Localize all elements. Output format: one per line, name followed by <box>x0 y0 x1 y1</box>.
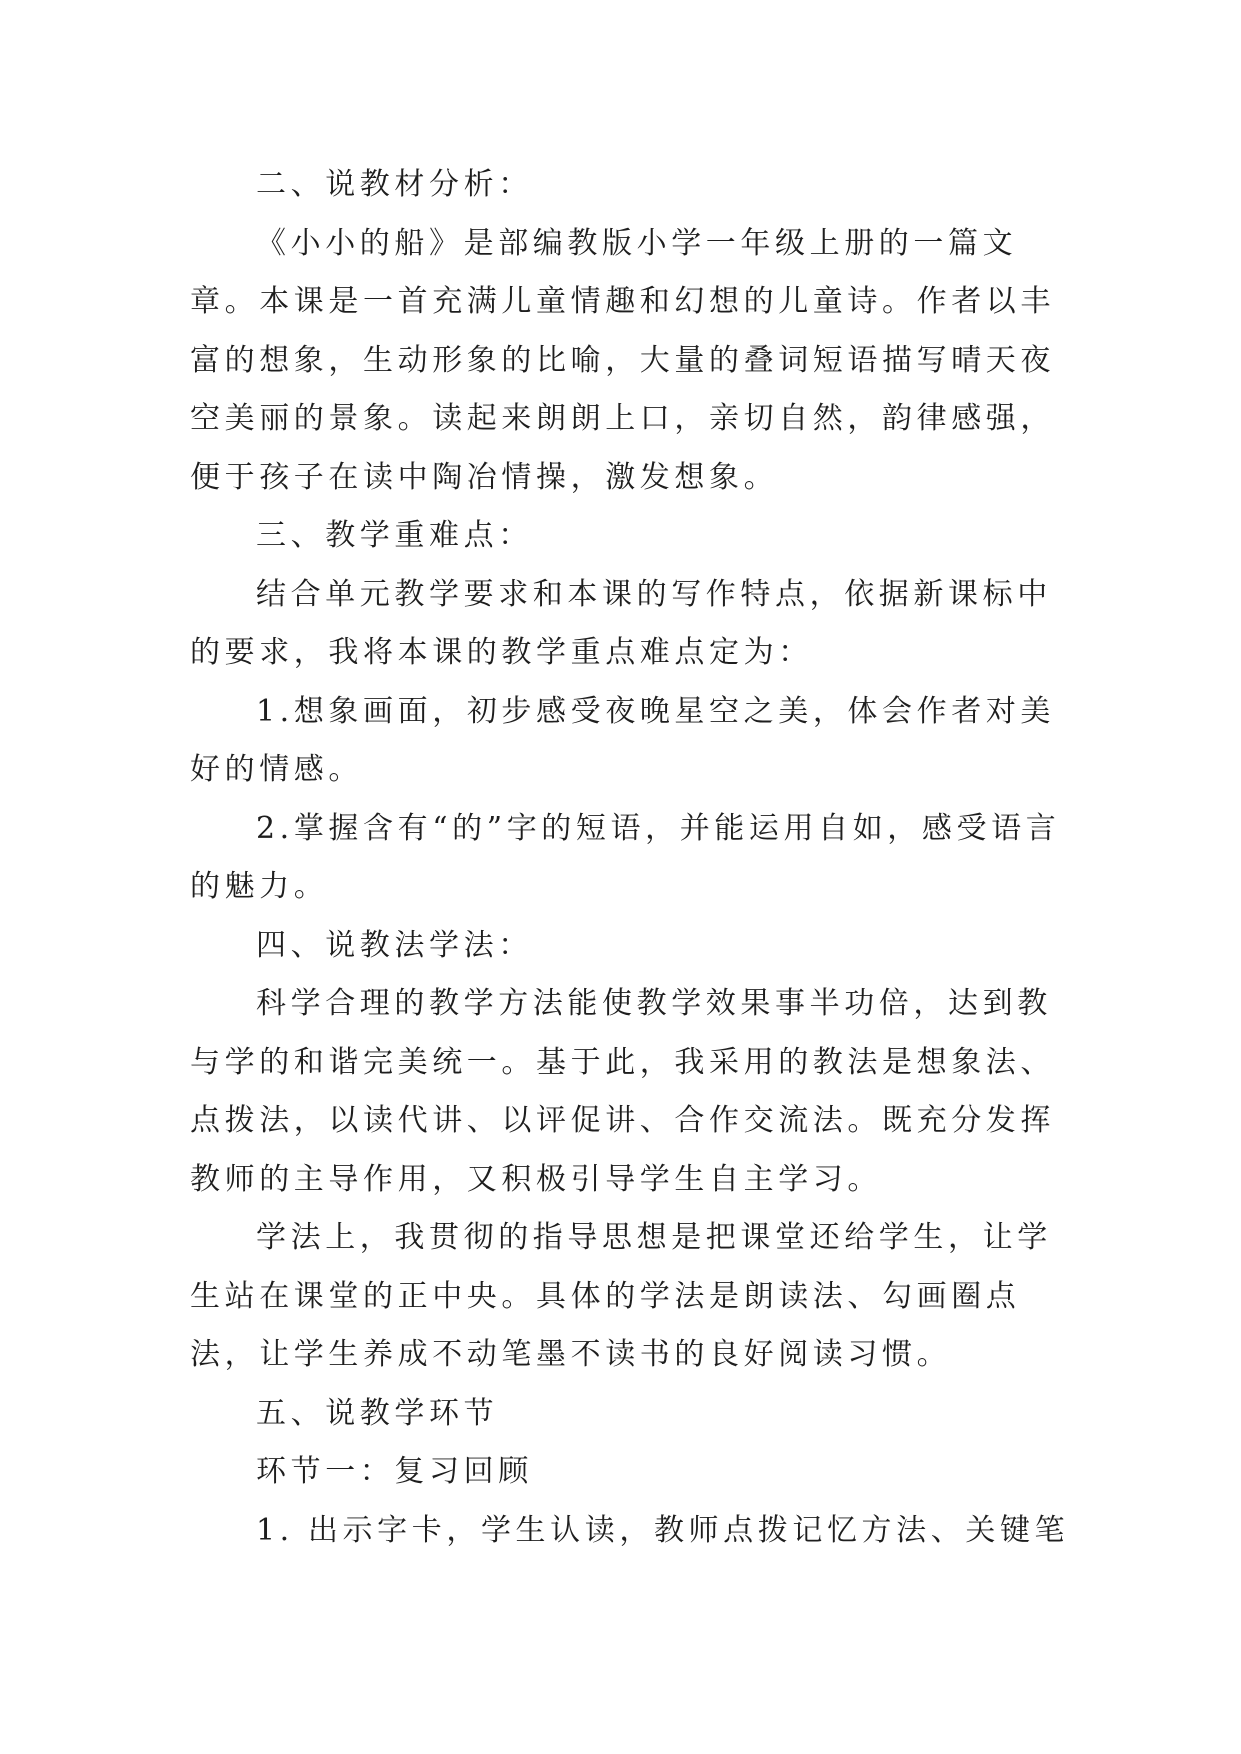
paragraph-key-points-intro: 结合单元教学要求和本课的写作特点，依据新课标中的要求，我将本课的教学重点难点定为： <box>190 576 1052 670</box>
list-item-key-point-2: 2.掌握含有“的”字的短语，并能运用自如，感受语言的魅力。 <box>190 810 1061 904</box>
section-heading-key-points: 三、教学重难点： <box>256 518 533 553</box>
section-heading-teaching-steps: 五、说教学环节 <box>256 1395 499 1431</box>
subheading-step-one: 环节一：复习回顾 <box>256 1454 533 1489</box>
section-heading-textbook-analysis: 二、说教材分析： <box>256 167 533 202</box>
paragraph-textbook-analysis: 《小小的船》是部编教版小学一年级上册的一篇文章。本课是一首充满儿童情趣和幻想的儿童诗。作者以丰富的想象，生动形象的比喻，大量的叠词短语描写晴天夜空美丽的景象。读起来朗朗上口，亲切自然，韵律感强，便于孩子在读中陶冶情操，激发想象。 <box>190 225 1055 495</box>
paragraph-teaching-methods: 科学合理的教学方法能使教学效果事半功倍，达到教与学的和谐完美统一。基于此，我采用的教法是想象法、点拨法，以读代讲、以评促讲、合作交流法。既充分发挥教师的主导作用，又积极引导学生自主学习。 <box>190 986 1055 1197</box>
paragraph-learning-methods: 学法上，我贯彻的指导思想是把课堂还给学生，让学生站在课堂的正中央。具体的学法是朗读法、勾画圈点法，让学生养成不动笔墨不读书的良好阅读习惯。 <box>190 1220 1052 1372</box>
list-item-key-point-1: 1.想象画面，初步感受夜晚星空之美，体会作者对美好的情感。 <box>190 693 1056 787</box>
section-heading-methods: 四、说教法学法： <box>256 927 533 963</box>
document-body <box>190 156 1070 1560</box>
list-item-step-one-1: 1. 出示字卡，学生认读，教师点拨记忆方法、关键笔 <box>256 1512 1070 1548</box>
